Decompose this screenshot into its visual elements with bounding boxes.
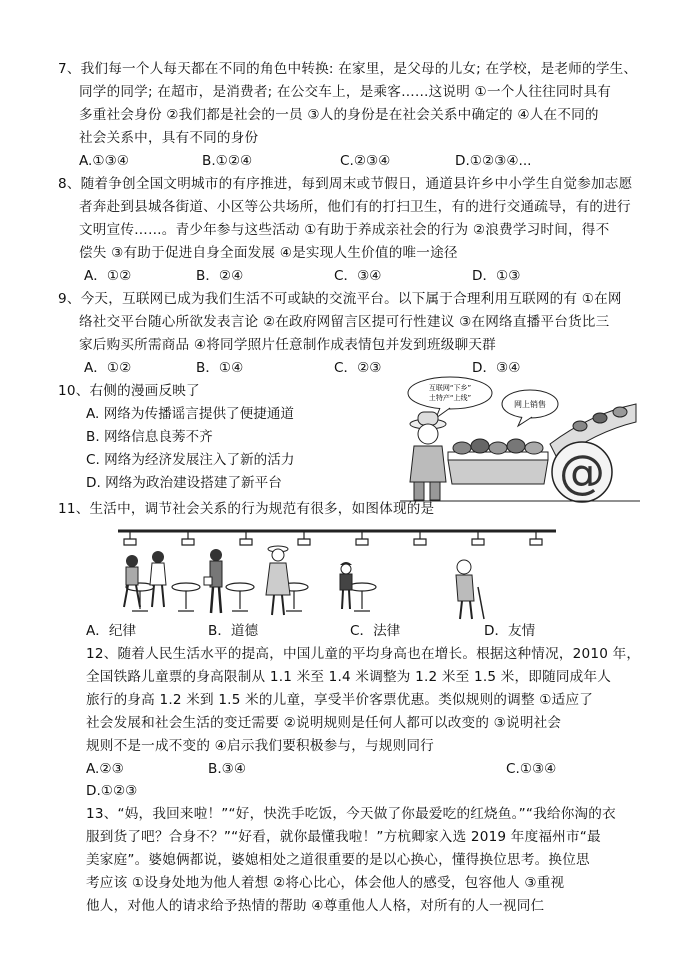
q11-option-d: D．友情 <box>484 623 536 639</box>
q7-option-b: B.①②④ <box>202 153 253 169</box>
q10-option-a: A. 网络为传播谣言提供了便捷通道 <box>86 406 295 422</box>
q7-option-a: A.①③④ <box>79 153 129 169</box>
q12-line-1: 12、随着人民生活水平的提高，中国儿童的平均身高也在增长。根据这种情况，2010 年， <box>86 646 641 662</box>
farmer-body <box>410 446 446 482</box>
q8-option-a: A．①② <box>84 268 132 284</box>
q12-option-d: D.①②③ <box>86 783 138 799</box>
q8-option-d: D．①③ <box>472 268 521 284</box>
q9-option-d: D．③④ <box>472 360 521 376</box>
seated-passenger-1 <box>124 555 140 607</box>
q9-line-1: 9、今天，互联网已成为我们生活不可或缺的交流平台。以下属于合理利用互联网的有 ①在网 <box>58 291 622 307</box>
seated-passenger-2 <box>150 551 166 607</box>
q13-line-2: 服到货了吧？合身不？”“好看，就你最懂我啦！”方杭卿家入选 2019 年度福州市“最 <box>86 829 601 845</box>
woman-with-hat <box>266 546 290 615</box>
speech-bubble-1 <box>408 377 492 409</box>
q13-line-4: 考应该 ①设身处地为他人着想 ②将心比心，体会他人的感受，包容他人 ③重视 <box>86 875 565 891</box>
q12-line-2: 全国铁路儿童票的身高限制从 1.1 米至 1.4 米调整为 1.2 米至 1.5 米，即随同成年人 <box>86 669 612 685</box>
q13-line-5: 他人，对他人的请求给予热情的帮助 ④尊重他人人格，对所有的人一视同仁 <box>86 898 545 914</box>
standing-man <box>204 549 222 613</box>
q11-stem: 11、生活中，调节社会关系的行为规范有很多，如图体现的是 <box>58 501 435 517</box>
q10-option-c: C. 网络为经济发展注入了新的活力 <box>86 452 295 468</box>
q8-line-4: 偿失 ③有助于促进自身全面发展 ④是实现人生价值的唯一途径 <box>79 245 458 261</box>
internet-rural-sales-comic <box>400 374 640 504</box>
q8-option-c: C．③④ <box>334 268 382 284</box>
q10-option-b: B. 网络信息良莠不齐 <box>86 429 213 445</box>
bubble1-line2: 土特产“上线” <box>428 394 472 402</box>
q10-option-d: D. 网络为政治建设搭建了新平台 <box>86 475 282 491</box>
q12-line-4: 社会发展和社会生活的变迁需要 ②说明规则是任何人都可以改变的 ③说明社会 <box>86 715 562 731</box>
q7-line-1: 7、我们每一个人每天都在不同的角色中转换: 在家里，是父母的儿女; 在学校，是老师的学生、 <box>58 61 638 77</box>
q7-line-2: 同学的同学; 在超市，是消费者; 在公交车上，是乘客……这说明 ①一个人往往同时具有 <box>79 84 612 100</box>
q8-option-b: B．②④ <box>196 268 244 284</box>
q13-line-3: 美家庭”。婆媳俩都说，婆媳相处之道很重要的是以心换心，懂得换位思考。换位思 <box>86 852 590 868</box>
q7-line-3: 多重社会身份 ②我们都是社会的一员 ③人的身份是在社会关系中确定的 ④人在不同的 <box>79 107 599 123</box>
q11-option-b: B．道德 <box>208 623 259 639</box>
q9-option-b: B．①④ <box>196 360 244 376</box>
q10-stem: 10、右侧的漫画反映了 <box>58 383 200 399</box>
child-with-cap <box>340 562 352 609</box>
q12-option-c: C.①③④ <box>506 761 557 777</box>
q12-option-a: A.②③ <box>86 761 124 777</box>
q9-option-c: C．②③ <box>334 360 382 376</box>
queue-manners-illustration <box>118 525 556 625</box>
q9-line-2: 络社交平台随心所欲发表言论 ②在政府网留言区提可行性建议 ③在网络直播平台货比三 <box>79 314 610 330</box>
q7-option-d: D.①②③④... <box>455 153 532 169</box>
q12-line-3: 旅行的身高 1.2 米到 1.5 米的儿童，享受半价客票优惠。类似规则的调整 ①适应了 <box>86 692 594 708</box>
q7-line-4: 社会关系中，具有不同的身份 <box>79 130 259 146</box>
q9-line-3: 家后购买所需商品 ④将同学照片任意制作成表情包并发到班级聊天群 <box>79 337 496 353</box>
cane-icon <box>478 587 484 619</box>
farmer-head <box>418 424 438 444</box>
q12-line-5: 规则不是一成不变的 ④启示我们要积极参与，与规则同行 <box>86 738 434 754</box>
q13-line-1: 13、“妈，我回来啦！”“好，快洗手吃饭，今天做了你最爱吃的红烧鱼。”“我给你淘的衣 <box>86 806 616 822</box>
q8-line-1: 8、随着争创全国文明城市的有序推进，每到周末或节假日，通道县许乡中小学生自觉参加志愿 <box>58 176 633 192</box>
q8-line-2: 者奔赴到县城各街道、小区等公共场所，他们有的打扫卫生，有的进行交通疏导，有的进行 <box>79 199 631 215</box>
bubble1-line1: 互联网“下乡” <box>428 384 472 392</box>
q11-option-a: A．纪律 <box>86 623 137 639</box>
q12-option-b: B.③④ <box>208 761 247 777</box>
bubble2-text: 网上销售 <box>514 400 546 409</box>
q9-option-a: A．①② <box>84 360 132 376</box>
at-sign-text: @ <box>559 445 605 499</box>
q7-option-c: C.②③④ <box>340 153 391 169</box>
q11-option-c: C．法律 <box>350 623 401 639</box>
q8-line-3: 文明宣传……。青少年参与这些活动 ①有助于养成亲社会的行为 ②浪费学习时间，得不 <box>79 222 610 238</box>
elderly-with-cane <box>456 560 484 619</box>
